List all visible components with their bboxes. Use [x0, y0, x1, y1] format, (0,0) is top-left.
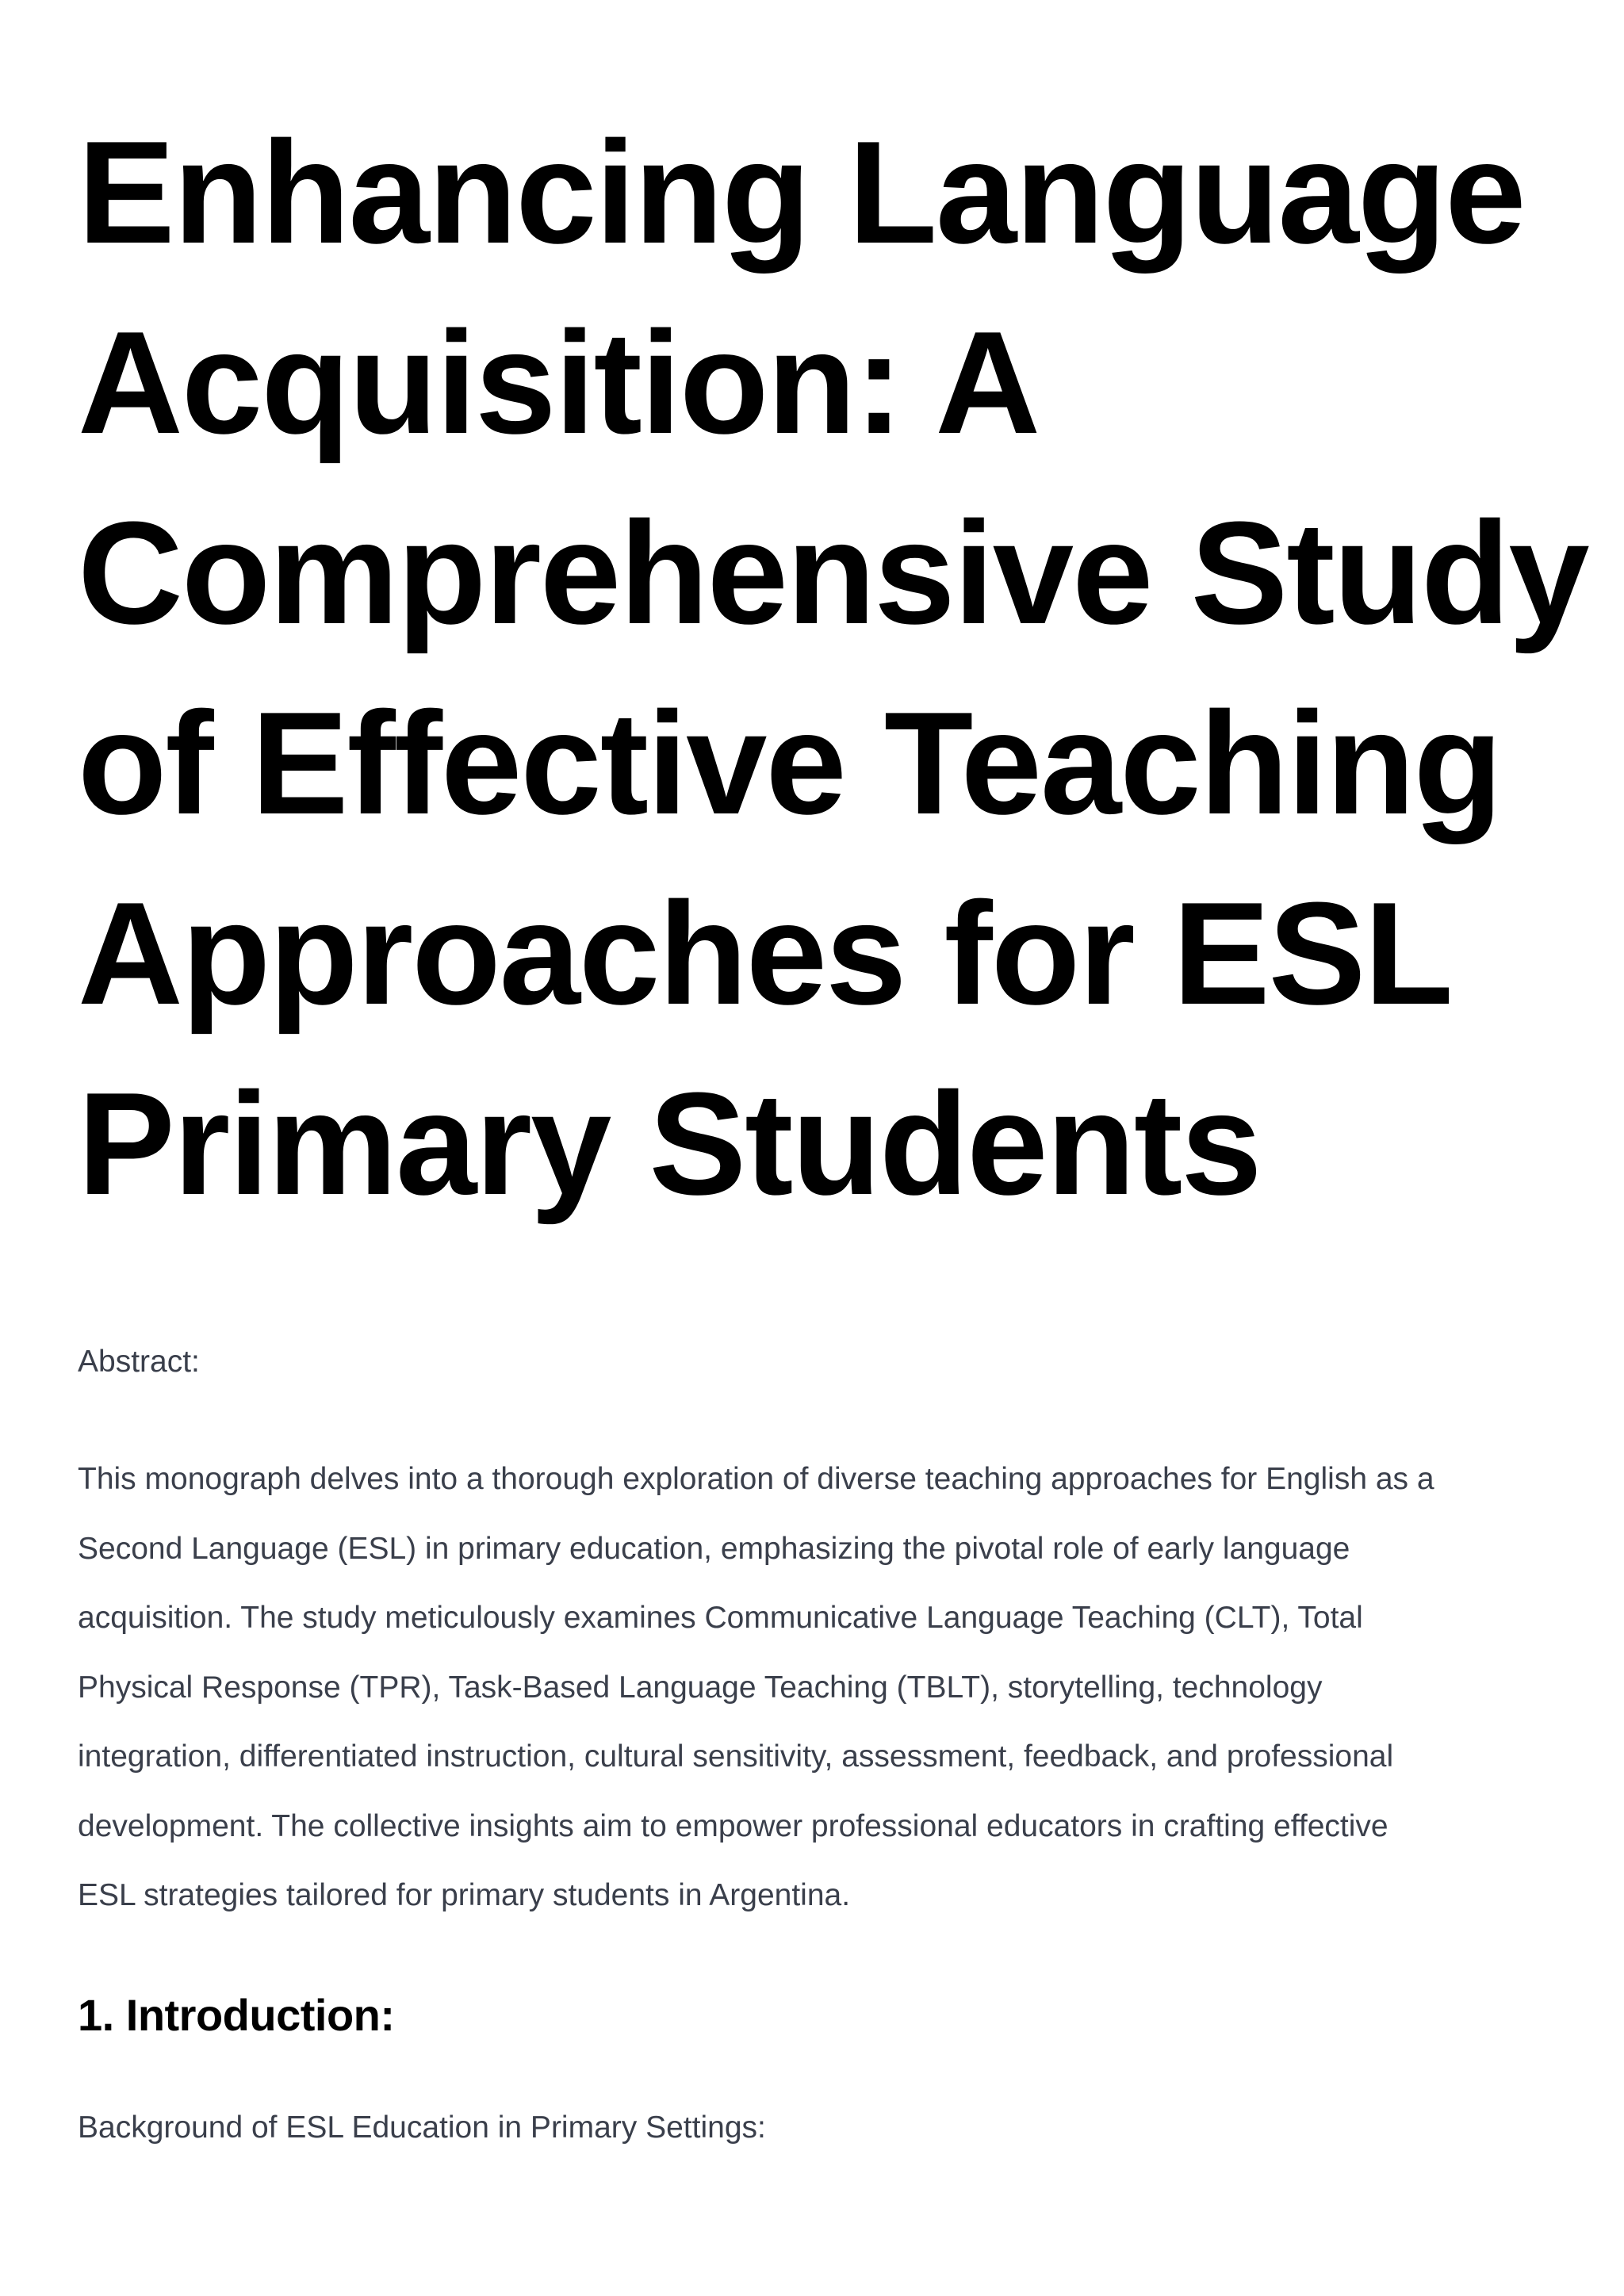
abstract-line: integration, differentiated instruction, cultural sensitivity, assessment, feedback, and professional	[78, 1739, 1394, 1774]
abstract-line: ESL strategies tailored for primary students in Argentina.	[78, 1878, 851, 1912]
document-title	[78, 0, 1588, 1238]
section-heading-introduction: 1. Introduction:	[78, 1990, 395, 2040]
abstract-paragraph	[78, 1445, 1568, 1931]
title-line: Primary Students	[78, 1062, 1261, 1225]
abstract-label: Abstract:	[78, 1345, 200, 1379]
title-line: Enhancing Language	[78, 110, 1525, 274]
document-page	[78, 0, 1588, 2145]
abstract-line: Physical Response (TPR), Task-Based Language Teaching (TBLT), storytelling, technology	[78, 1670, 1323, 1705]
title-line: Acquisition: A	[78, 300, 1040, 464]
title-line: Approaches for ESL	[78, 871, 1452, 1035]
subsection-label-background: Background of ESL Education in Primary Settings:	[78, 2110, 766, 2145]
abstract-line: This monograph delves into a thorough exploration of diverse teaching approaches for English as a	[78, 1462, 1434, 1496]
abstract-line: Second Language (ESL) in primary education, emphasizing the pivotal role of early language	[78, 1531, 1350, 1566]
title-line: of Effective Teaching	[78, 681, 1501, 844]
title-line: Comprehensive Study	[78, 491, 1588, 654]
abstract-line: acquisition. The study meticulously examines Communicative Language Teaching (CLT), Total	[78, 1601, 1363, 1635]
abstract-line: development. The collective insights aim to empower professional educators in crafting effective	[78, 1808, 1388, 1843]
